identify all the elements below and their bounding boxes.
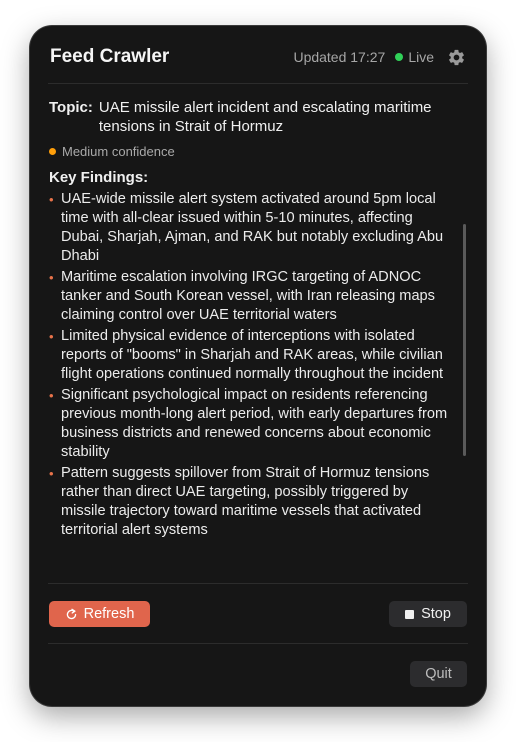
scrollbar-thumb[interactable] bbox=[463, 224, 466, 456]
bullet-marker: • bbox=[49, 329, 54, 344]
footer-divider bbox=[48, 643, 468, 644]
list-item bbox=[49, 190, 456, 266]
content-divider bbox=[48, 583, 468, 584]
refresh-icon bbox=[65, 608, 78, 621]
content-scroll-area[interactable] bbox=[49, 98, 456, 578]
confidence-label: Medium confidence bbox=[62, 144, 175, 159]
finding-text: UAE-wide missile alert system activated around 5pm local time with all-clear issued within 5-10 minutes, affecting Dubai, Sharjah, Ajman, and RAK but notably excluding Abu Dhabi bbox=[61, 191, 444, 264]
list-item bbox=[49, 327, 456, 384]
header-divider bbox=[48, 83, 468, 84]
gear-icon[interactable] bbox=[446, 47, 466, 67]
bullet-marker: • bbox=[49, 270, 54, 285]
key-findings-title: Key Findings: bbox=[49, 169, 149, 186]
bullet-marker: • bbox=[49, 388, 54, 403]
list-item bbox=[49, 464, 456, 540]
list-item bbox=[49, 386, 456, 462]
bullet-marker: • bbox=[49, 192, 54, 207]
refresh-label: Refresh bbox=[83, 606, 135, 622]
app-title: Feed Crawler bbox=[50, 46, 170, 67]
list-item bbox=[49, 268, 456, 325]
finding-text: Significant psychological impact on residents referencing previous month-long alert period, with early departures from business districts and renewed concerns about economic stability bbox=[61, 387, 448, 460]
stop-label: Stop bbox=[421, 606, 451, 622]
stop-button[interactable] bbox=[389, 601, 467, 627]
key-findings-list bbox=[49, 190, 456, 540]
confidence-indicator bbox=[49, 144, 456, 159]
finding-text: Limited physical evidence of interceptions with isolated reports of "booms" in Sharjah and RAK areas, while civilian flight operations continued normally throughout the incident bbox=[61, 328, 444, 382]
finding-text: Pattern suggests spillover from Strait of Hormuz tensions rather than direct UAE targeting, possibly triggered by missile trajectory toward maritime vessels that activated territorial alert systems bbox=[61, 465, 430, 538]
finding-text: Maritime escalation involving IRGC targeting of ADNOC tanker and South Korean vessel, with Iran releasing maps claiming control over UAE territorial waters bbox=[61, 269, 435, 323]
topic-label: Topic: bbox=[49, 99, 93, 116]
confidence-dot bbox=[49, 148, 56, 155]
stop-icon bbox=[405, 610, 414, 619]
quit-label: Quit bbox=[425, 666, 452, 682]
header bbox=[50, 42, 466, 72]
bullet-marker: • bbox=[49, 466, 54, 481]
feed-crawler-window bbox=[30, 26, 486, 706]
topic-row bbox=[49, 98, 456, 136]
quit-button[interactable] bbox=[410, 661, 467, 687]
refresh-button[interactable] bbox=[49, 601, 150, 627]
live-status-dot bbox=[395, 53, 403, 61]
updated-timestamp: Updated 17:27 bbox=[293, 49, 386, 65]
live-status-label: Live bbox=[408, 49, 434, 65]
topic-text: UAE missile alert incident and escalating maritime tensions in Strait of Hormuz bbox=[98, 99, 432, 135]
